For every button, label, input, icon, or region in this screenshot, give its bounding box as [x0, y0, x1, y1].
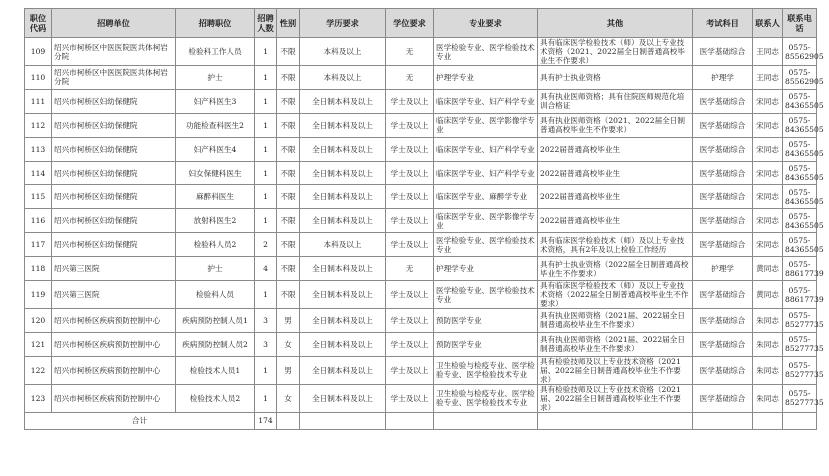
education-cell: 本科及以上: [300, 66, 386, 90]
major-cell: 医学检验专业、医学检验技术专业: [434, 233, 538, 257]
contact-cell: 王同志: [753, 66, 783, 90]
phone-cell: 0575-84365505: [783, 209, 817, 233]
contact-cell: 朱同志: [753, 332, 783, 356]
other-cell: 具有执业医师资格（2021、2022届全日制普通高校毕业生不作要求）: [538, 113, 693, 137]
position-cell: 检验技术人员1: [176, 356, 255, 384]
headcount-cell: 1: [255, 161, 277, 185]
position-code-cell: 123: [25, 384, 52, 412]
education-cell: 全日制本科及以上: [300, 309, 386, 333]
exam-subject-cell: 医学基础综合: [693, 113, 753, 137]
empty-cell: [693, 412, 753, 429]
major-cell: 预防医学专业: [434, 309, 538, 333]
other-cell: 2022届普通高校毕业生: [538, 185, 693, 209]
employer-cell: 绍兴市柯桥区疾病预防控制中心: [52, 356, 176, 384]
exam-subject-cell: 医学基础综合: [693, 233, 753, 257]
gender-cell: 不限: [277, 209, 300, 233]
header-cell: 招聘职位: [176, 9, 255, 38]
header-row: [25, 9, 817, 38]
position-code-cell: 116: [25, 209, 52, 233]
employer-cell: 绍兴第三医院: [52, 281, 176, 309]
position-code-cell: 117: [25, 233, 52, 257]
other-cell: 2022届普通高校毕业生: [538, 161, 693, 185]
header-cell: 招聘单位: [52, 9, 176, 38]
other-cell: 具有临床医学检验技术（师）及以上专业技术资格（2021、2022届全日制普通高校毕业生不作要求）: [538, 38, 693, 66]
phone-cell: 0575-84365505: [783, 185, 817, 209]
phone-cell: 0575-84365505: [783, 137, 817, 161]
phone-cell: 0575-85562905: [783, 38, 817, 66]
position-code-cell: 115: [25, 185, 52, 209]
gender-cell: 男: [277, 309, 300, 333]
other-cell: 2022届普通高校毕业生: [538, 137, 693, 161]
table-row: [25, 209, 817, 233]
employer-cell: 绍兴市柯桥区妇幼保健院: [52, 209, 176, 233]
recruitment-table: [24, 8, 824, 430]
exam-subject-cell: 医学基础综合: [693, 209, 753, 233]
headcount-cell: 1: [255, 66, 277, 90]
gender-cell: 不限: [277, 66, 300, 90]
empty-cell: [300, 412, 386, 429]
table-row: [25, 332, 817, 356]
other-cell: 具有执业医师资格（2021届、2022届全日制普通高校毕业生不作要求）: [538, 309, 693, 333]
employer-cell: 绍兴市柯桥区妇幼保健院: [52, 185, 176, 209]
major-cell: 临床医学专业、妇产科学专业: [434, 137, 538, 161]
employer-cell: 绍兴市柯桥区疾病预防控制中心: [52, 384, 176, 412]
table-row: [25, 257, 817, 281]
phone-cell: 0575-88617739: [783, 257, 817, 281]
position-cell: 检验科人员: [176, 281, 255, 309]
phone-cell: 0575-85277735: [783, 332, 817, 356]
contact-cell: 朱同志: [753, 384, 783, 412]
employer-cell: 绍兴市柯桥区疾病预防控制中心: [52, 309, 176, 333]
employer-cell: 绍兴市柯桥区妇幼保健院: [52, 161, 176, 185]
table-row: [25, 356, 817, 384]
position-cell: 检验科工作人员: [176, 38, 255, 66]
major-cell: 临床医学专业、妇产科学专业: [434, 89, 538, 113]
other-cell: 具有护士执业资格（2022届全日制普通高校毕业生不作要求）: [538, 257, 693, 281]
gender-cell: 不限: [277, 38, 300, 66]
degree-cell: 无: [386, 66, 434, 90]
contact-cell: 黄同志: [753, 281, 783, 309]
position-code-cell: 120: [25, 309, 52, 333]
education-cell: 全日制本科及以上: [300, 185, 386, 209]
headcount-cell: 1: [255, 384, 277, 412]
contact-cell: 宋同志: [753, 137, 783, 161]
education-cell: 全日制本科及以上: [300, 281, 386, 309]
position-cell: 检验科人员2: [176, 233, 255, 257]
education-cell: 本科及以上: [300, 38, 386, 66]
headcount-cell: 1: [255, 281, 277, 309]
degree-cell: 学士及以上: [386, 89, 434, 113]
gender-cell: 不限: [277, 113, 300, 137]
degree-cell: 学士及以上: [386, 281, 434, 309]
major-cell: 护理学专业: [434, 66, 538, 90]
contact-cell: 王同志: [753, 38, 783, 66]
header-cell: 招聘人数: [255, 9, 277, 38]
contact-cell: 宋同志: [753, 113, 783, 137]
other-cell: 2022届普通高校毕业生: [538, 209, 693, 233]
header-cell: 联系电话: [783, 9, 817, 38]
degree-cell: 学士及以上: [386, 161, 434, 185]
degree-cell: 无: [386, 38, 434, 66]
table-row: [25, 113, 817, 137]
table-row: [25, 137, 817, 161]
headcount-cell: 1: [255, 356, 277, 384]
headcount-cell: 4: [255, 257, 277, 281]
education-cell: 全日制本科及以上: [300, 257, 386, 281]
degree-cell: 学士及以上: [386, 113, 434, 137]
position-cell: 妇产科医生4: [176, 137, 255, 161]
gender-cell: 不限: [277, 185, 300, 209]
table-row: [25, 233, 817, 257]
phone-cell: 0575-84365505: [783, 161, 817, 185]
header-cell: 其他: [538, 9, 693, 38]
phone-cell: 0575-84365505: [783, 89, 817, 113]
position-code-cell: 118: [25, 257, 52, 281]
recruitment-table-sheet: [24, 8, 824, 430]
degree-cell: 学士及以上: [386, 356, 434, 384]
exam-subject-cell: 医学基础综合: [693, 161, 753, 185]
other-cell: 具有检验技师及以上专业技术资格（2021届、2022届全日制普通高校毕业生不作要求）: [538, 356, 693, 384]
phone-cell: 0575-88617739: [783, 281, 817, 309]
table-row: [25, 309, 817, 333]
employer-cell: 绍兴市柯桥区疾病预防控制中心: [52, 332, 176, 356]
education-cell: 全日制本科及以上: [300, 356, 386, 384]
position-cell: 疾病预防控制人员1: [176, 309, 255, 333]
exam-subject-cell: 护理学: [693, 257, 753, 281]
phone-cell: 0575-85277735: [783, 309, 817, 333]
employer-cell: 绍兴市柯桥区妇幼保健院: [52, 89, 176, 113]
position-cell: 麻醉科医生: [176, 185, 255, 209]
gender-cell: 不限: [277, 233, 300, 257]
degree-cell: 学士及以上: [386, 309, 434, 333]
exam-subject-cell: 医学基础综合: [693, 309, 753, 333]
headcount-cell: 1: [255, 89, 277, 113]
contact-cell: 朱同志: [753, 356, 783, 384]
headcount-cell: 1: [255, 137, 277, 161]
contact-cell: 宋同志: [753, 185, 783, 209]
position-code-cell: 119: [25, 281, 52, 309]
table-row: [25, 185, 817, 209]
headcount-cell: 3: [255, 309, 277, 333]
degree-cell: 无: [386, 257, 434, 281]
header-cell: 联系人: [753, 9, 783, 38]
empty-cell: [434, 412, 538, 429]
major-cell: 临床医学专业、麻醉学专业: [434, 185, 538, 209]
degree-cell: 学士及以上: [386, 185, 434, 209]
major-cell: 临床医学专业、医学影像学专业: [434, 209, 538, 233]
table-body: [25, 38, 824, 413]
employer-cell: 绍兴市柯桥区妇幼保健院: [52, 233, 176, 257]
position-cell: 妇产科医生3: [176, 89, 255, 113]
position-code-cell: 112: [25, 113, 52, 137]
table-row: [25, 38, 817, 66]
total-label: 合计: [25, 412, 255, 429]
employer-cell: 绍兴市柯桥区妇幼保健院: [52, 113, 176, 137]
degree-cell: 学士及以上: [386, 332, 434, 356]
header-cell: 专业要求: [434, 9, 538, 38]
position-code-cell: 111: [25, 89, 52, 113]
major-cell: 卫生检验与检疫专业、医学检验专业、医学检验技术专业: [434, 384, 538, 412]
position-code-cell: 109: [25, 38, 52, 66]
major-cell: 医学检验专业、医学检验技术专业: [434, 38, 538, 66]
other-cell: 具有临床医学检验技术（师）及以上专业技术资格，具有2年及以上检验工作经历: [538, 233, 693, 257]
gender-cell: 不限: [277, 89, 300, 113]
employer-cell: 绍兴市柯桥区中医医院医共体柯岩分院: [52, 66, 176, 90]
position-cell: 功能检查科医生2: [176, 113, 255, 137]
header-cell: 学位要求: [386, 9, 434, 38]
position-code-cell: 113: [25, 137, 52, 161]
gender-cell: 不限: [277, 161, 300, 185]
empty-cell: [538, 412, 693, 429]
education-cell: 本科及以上: [300, 233, 386, 257]
major-cell: 卫生检验与检疫专业、医学检验专业、医学检验技术专业: [434, 356, 538, 384]
education-cell: 全日制本科及以上: [300, 137, 386, 161]
gender-cell: 男: [277, 356, 300, 384]
education-cell: 全日制本科及以上: [300, 332, 386, 356]
gender-cell: 女: [277, 384, 300, 412]
degree-cell: 学士及以上: [386, 384, 434, 412]
contact-cell: 朱同志: [753, 309, 783, 333]
employer-cell: 绍兴市柯桥区妇幼保健院: [52, 137, 176, 161]
phone-cell: 0575-85562905: [783, 66, 817, 90]
contact-cell: 宋同志: [753, 233, 783, 257]
empty-cell: [753, 412, 783, 429]
other-cell: 具有临床医学检验技术（师）及以上专业技术资格（2022届全日制普通高校毕业生不作要求）: [538, 281, 693, 309]
exam-subject-cell: 医学基础综合: [693, 89, 753, 113]
table-row: [25, 89, 817, 113]
education-cell: 全日制本科及以上: [300, 384, 386, 412]
exam-subject-cell: 医学基础综合: [693, 356, 753, 384]
headcount-cell: 3: [255, 332, 277, 356]
phone-cell: 0575-85277735: [783, 384, 817, 412]
degree-cell: 学士及以上: [386, 209, 434, 233]
table-row: [25, 161, 817, 185]
empty-cell: [783, 412, 817, 429]
gender-cell: 不限: [277, 137, 300, 161]
major-cell: 医学检验专业、医学检验技术专业: [434, 281, 538, 309]
total-row: [25, 412, 817, 429]
major-cell: 预防医学专业: [434, 332, 538, 356]
table-footer: [25, 412, 817, 429]
position-code-cell: 122: [25, 356, 52, 384]
gender-cell: 不限: [277, 257, 300, 281]
header-cell: 学历要求: [300, 9, 386, 38]
exam-subject-cell: 医学基础综合: [693, 384, 753, 412]
gender-cell: 不限: [277, 281, 300, 309]
position-cell: 检验技术人员2: [176, 384, 255, 412]
position-cell: 疾病预防控制人员2: [176, 332, 255, 356]
exam-subject-cell: 护理学: [693, 66, 753, 90]
employer-cell: 绍兴市柯桥区中医医院医共体柯岩分院: [52, 38, 176, 66]
education-cell: 全日制本科及以上: [300, 113, 386, 137]
headcount-cell: 1: [255, 113, 277, 137]
other-cell: 具有执业医师资格；具有住院医师规范化培训合格证: [538, 89, 693, 113]
header-cell: 职位代码: [25, 9, 52, 38]
table-row: [25, 281, 817, 309]
position-cell: 护士: [176, 66, 255, 90]
phone-cell: 0575-84365505: [783, 233, 817, 257]
header-cell: 性别: [277, 9, 300, 38]
headcount-cell: 1: [255, 209, 277, 233]
exam-subject-cell: 医学基础综合: [693, 185, 753, 209]
major-cell: 临床医学专业、医学影像学专业: [434, 113, 538, 137]
total-value: 174: [255, 412, 277, 429]
headcount-cell: 1: [255, 185, 277, 209]
table-row: [25, 384, 817, 412]
header-cell: 考试科目: [693, 9, 753, 38]
contact-cell: 宋同志: [753, 209, 783, 233]
employer-cell: 绍兴第三医院: [52, 257, 176, 281]
education-cell: 全日制本科及以上: [300, 161, 386, 185]
other-cell: 具有执业医师资格（2021届、2022届全日制普通高校毕业生不作要求）: [538, 332, 693, 356]
empty-cell: [386, 412, 434, 429]
education-cell: 全日制本科及以上: [300, 89, 386, 113]
headcount-cell: 1: [255, 38, 277, 66]
gender-cell: 女: [277, 332, 300, 356]
table-header: [25, 9, 817, 38]
exam-subject-cell: 医学基础综合: [693, 137, 753, 161]
position-cell: 放射科医生2: [176, 209, 255, 233]
education-cell: 全日制本科及以上: [300, 209, 386, 233]
major-cell: 临床医学专业、妇产科学专业: [434, 161, 538, 185]
contact-cell: 黄同志: [753, 257, 783, 281]
position-cell: 护士: [176, 257, 255, 281]
position-code-cell: 114: [25, 161, 52, 185]
table-row: [25, 66, 817, 90]
exam-subject-cell: 医学基础综合: [693, 38, 753, 66]
contact-cell: 宋同志: [753, 89, 783, 113]
position-cell: 妇女保健科医生: [176, 161, 255, 185]
degree-cell: 学士及以上: [386, 137, 434, 161]
exam-subject-cell: 医学基础综合: [693, 332, 753, 356]
degree-cell: 学士及以上: [386, 233, 434, 257]
phone-cell: 0575-85277735: [783, 356, 817, 384]
other-cell: 具有护士执业资格: [538, 66, 693, 90]
phone-cell: 0575-84365505: [783, 113, 817, 137]
position-code-cell: 110: [25, 66, 52, 90]
major-cell: 护理学专业: [434, 257, 538, 281]
headcount-cell: 2: [255, 233, 277, 257]
other-cell: 具有检验技师及以上专业技术资格（2021届、2022届全日制普通高校毕业生不作要求）: [538, 384, 693, 412]
empty-cell: [277, 412, 300, 429]
exam-subject-cell: 医学基础综合: [693, 281, 753, 309]
contact-cell: 宋同志: [753, 161, 783, 185]
position-code-cell: 121: [25, 332, 52, 356]
